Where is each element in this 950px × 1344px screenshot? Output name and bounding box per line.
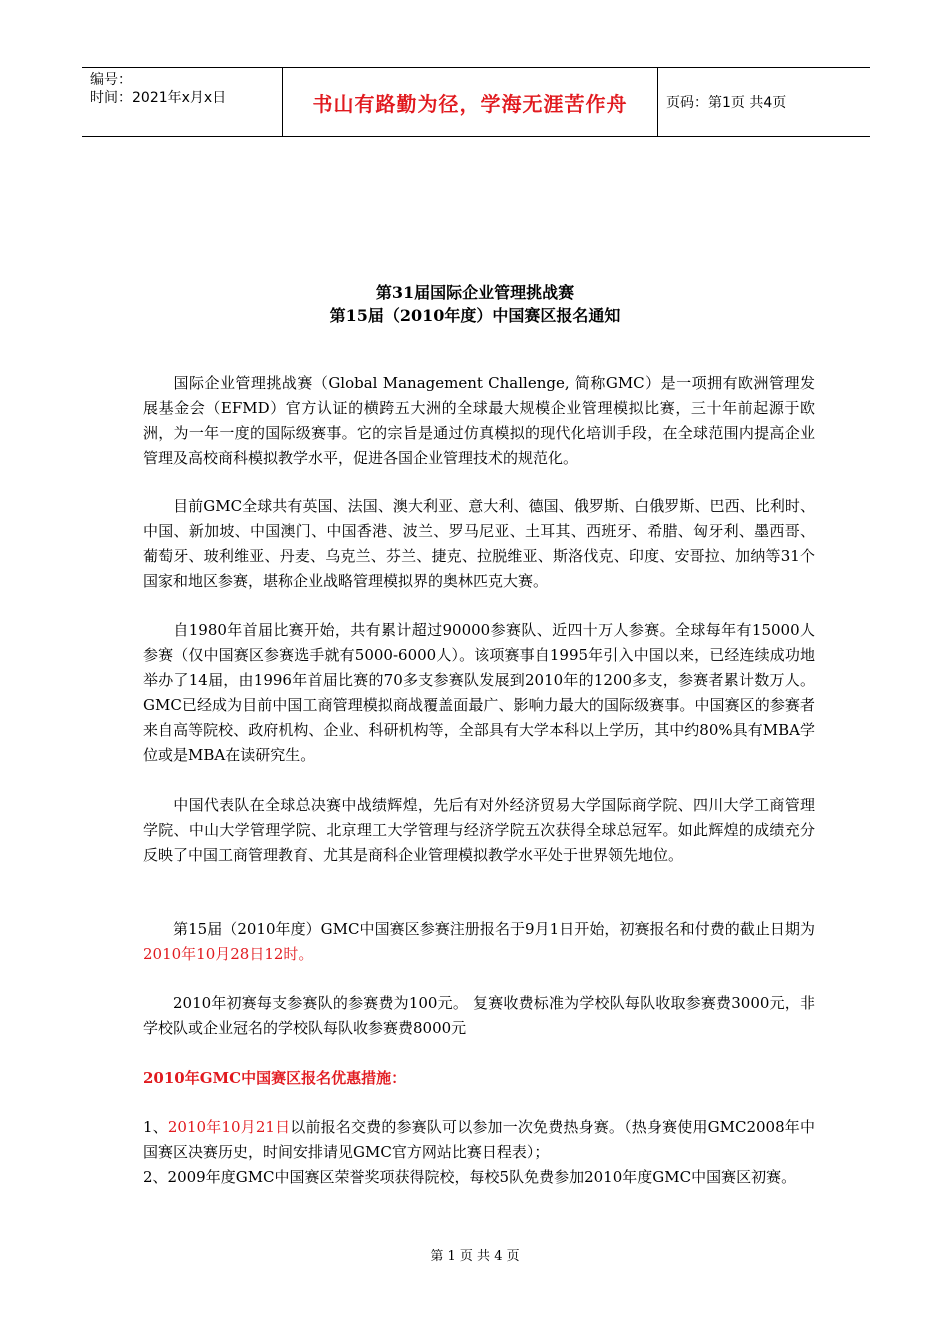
discount-heading: 2010年GMC中国赛区报名优惠措施：: [143, 1069, 407, 1087]
document-header: [82, 67, 870, 137]
paragraph-registration: [143, 917, 815, 967]
time-label: 时间：2021年x月x日: [90, 90, 227, 106]
discount-item-1-text: 以前报名交费的参赛队可以参加一次免费热身赛。（热身赛使用GMC2008年中国赛区决赛历史，时间安排请见GMC官方网站比赛日程表）；: [143, 1118, 815, 1161]
document-title-line1: 第31届国际企业管理挑战赛: [375, 283, 575, 302]
paragraph-achievements-text: 中国代表队在全球总决赛中战绩辉煌，先后有对外经济贸易大学国际商学院、四川大学工商管理学院、中山大学管理学院、北京理工大学管理与经济学院五次获得全球总冠军。如此辉煌的成绩充分反映了中国工商管理教育、尤其是商科企业管理模拟教学水平处于世界领先地位。: [143, 796, 815, 864]
header-meta: [82, 68, 282, 136]
discount-item-1-date: 2010年10月21日: [167, 1118, 291, 1136]
page-footer: 第 1 页 共 4 页: [430, 1249, 520, 1264]
paragraph-intro-text: 国际企业管理挑战赛（Global Management Challenge, 简称GMC）是一项拥有欧洲管理发展基金会（EFMD）官方认证的横跨五大洲的全球最大规模企业管理模拟比赛，三十年前起源于欧洲，为一年一度的国际级赛事。它的宗旨是通过仿真模拟的现代化培训手段，在全球范围内提高企业管理及高校商科模拟教学水平，促进各国企业管理技术的规范化。: [143, 374, 815, 467]
discount-item-1: [143, 1115, 815, 1165]
header-motto: 书山有路勤为径，学海无涯苦作舟: [312, 91, 628, 116]
paragraph-countries: [143, 494, 815, 594]
paragraph-history-text: 自1980年首届比赛开始，共有累计超过90000参赛队、近四十万人参赛。全球每年有15000人参赛（仅中国赛区参赛选手就有5000-6000人）。该项赛事自1995年引入中国以来，已经连续成功地举办了14届，由1996年首届比赛的70多支参赛队发展到2010年的1200多支，参赛者累计数万人。GMC已经成为目前中国工商管理模拟商战覆盖面最广、影响力最大的国际级赛事。中国赛区的参赛者来自高等院校、政府机构、企业、科研机构等，全部具有大学本科以上学历，其中约80%具有MBA学位或是MBA在读研究生。: [143, 621, 815, 764]
header-motto-cell: [282, 68, 658, 136]
paragraph-fees: [143, 991, 815, 1041]
page-label: 页码：第1页 共4页: [666, 95, 787, 111]
number-label: 编号：: [90, 72, 132, 88]
discount-item-2: 2、2009年度GMC中国赛区荣誉奖项获得院校，每校5队免费参加2010年度GMC中国赛区初赛。: [143, 1168, 797, 1186]
paragraph-history: [143, 618, 815, 768]
discount-list: [143, 1115, 815, 1190]
paragraph-fees-text: 2010年初赛每支参赛队的参赛费为100元。 复赛收费标准为学校队每队收取参赛费3000元，非学校队或企业冠名的学校队每队收参赛费8000元: [143, 994, 815, 1037]
registration-deadline: 2010年10月28日12时。: [143, 945, 314, 963]
discount-item-1-prefix: 1、: [143, 1118, 168, 1136]
paragraph-countries-text: 目前GMC全球共有英国、法国、澳大利亚、意大利、德国、俄罗斯、白俄罗斯、巴西、比利时、中国、新加坡、中国澳门、中国香港、波兰、罗马尼亚、土耳其、西班牙、希腊、匈牙利、墨西哥、葡萄牙、玻利维亚、丹麦、乌克兰、芬兰、捷克、拉脱维亚、斯洛伐克、印度、安哥拉、加纳等31个国家和地区参赛，堪称企业战略管理模拟界的奥林匹克大赛。: [143, 497, 815, 590]
paragraph-achievements: [143, 793, 815, 868]
paragraph-intro: [143, 371, 815, 471]
document-title-line2: 第15届（2010年度）中国赛区报名通知: [329, 306, 621, 325]
header-page-cell: [658, 68, 870, 136]
paragraph-registration-text: 第15届（2010年度）GMC中国赛区参赛注册报名于9月1日开始，初赛报名和付费的截止日期为: [173, 920, 815, 938]
